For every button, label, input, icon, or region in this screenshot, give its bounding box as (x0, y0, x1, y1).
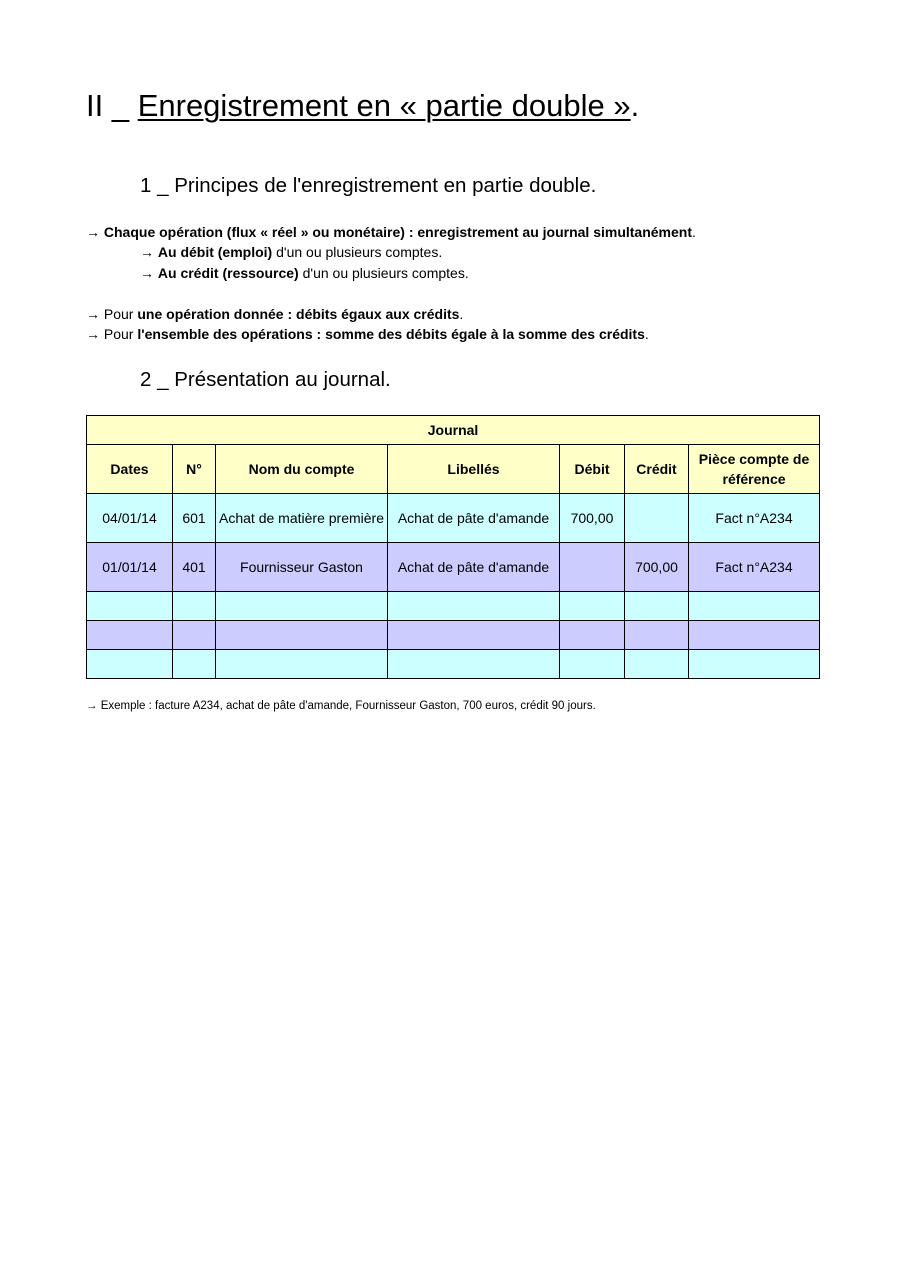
page-title (86, 88, 639, 124)
empty-cell (625, 592, 689, 621)
cell-credit: 700,00 (625, 543, 689, 592)
line-4-rest: . (459, 306, 464, 322)
line-3-arrow: → (140, 265, 158, 281)
line-3-rest: d'un ou plusieurs comptes. (298, 265, 469, 281)
example-note: → Exemple : facture A234, achat de pâte d'amande, Fournisseur Gaston, 700 euros, crédit 90 jours. (86, 700, 596, 712)
empty-cell (216, 621, 388, 650)
empty-row (87, 592, 820, 621)
empty-cell (173, 592, 216, 621)
title-underlined: Enregistrement en « partie double » (137, 88, 631, 123)
line-5-bold: l'ensemble des opérations : somme des débits égale à la somme des crédits (137, 326, 645, 342)
empty-cell (560, 592, 625, 621)
title-prefix: II _ (86, 88, 138, 123)
col-header-debit: Débit (560, 445, 625, 494)
journal-title-row (87, 416, 820, 445)
col-header-libelles: Libellés (388, 445, 560, 494)
empty-cell (689, 621, 820, 650)
principle-line-1 (86, 224, 696, 240)
cell-credit (625, 494, 689, 543)
empty-cell (689, 592, 820, 621)
section-1-heading: 1 _ Principes de l'enregistrement en partie double. (140, 174, 597, 197)
line-1-rest: . (692, 224, 696, 240)
line-3-bold: Au crédit (ressource) (157, 265, 299, 281)
line-2-arrow: → (140, 244, 158, 260)
col-header-credit: Crédit (625, 445, 689, 494)
empty-cell (87, 650, 173, 679)
cell-num: 601 (173, 494, 216, 543)
cell-num: 401 (173, 543, 216, 592)
empty-cell (560, 621, 625, 650)
table-row (87, 543, 820, 592)
empty-cell (87, 592, 173, 621)
empty-cell (689, 650, 820, 679)
line-5-rest: . (644, 326, 649, 342)
col-header-dates: Dates (87, 445, 173, 494)
empty-cell (173, 650, 216, 679)
journal-title: Journal (87, 416, 820, 445)
col-header-compte: Nom du compte (216, 445, 388, 494)
principle-line-4 (86, 306, 463, 322)
line-1-arrow: → (86, 224, 104, 240)
journal-table (86, 415, 820, 679)
line-2-rest: d'un ou plusieurs comptes. (272, 244, 443, 260)
empty-cell (625, 621, 689, 650)
empty-row (87, 621, 820, 650)
empty-cell (87, 621, 173, 650)
line-4-arrow: → Pour (86, 306, 138, 322)
cell-piece: Fact n°A234 (689, 543, 820, 592)
table-row (87, 494, 820, 543)
line-4-bold: une opération donnée : débits égaux aux crédits (137, 306, 460, 322)
empty-cell (173, 621, 216, 650)
line-2-bold: Au débit (emploi) (157, 244, 273, 260)
cell-libelle: Achat de pâte d'amande (388, 494, 560, 543)
empty-cell (560, 650, 625, 679)
empty-cell (388, 650, 560, 679)
cell-debit: 700,00 (560, 494, 625, 543)
empty-cell (625, 650, 689, 679)
empty-cell (216, 650, 388, 679)
line-1-bold: Chaque opération (flux « réel » ou monétaire) : enregistrement au journal simultanément (103, 224, 693, 240)
cell-debit (560, 543, 625, 592)
title-suffix: . (630, 88, 640, 123)
empty-cell (216, 592, 388, 621)
cell-libelle: Achat de pâte d'amande (388, 543, 560, 592)
principle-line-5 (86, 326, 649, 342)
cell-piece: Fact n°A234 (689, 494, 820, 543)
empty-cell (388, 592, 560, 621)
line-5-arrow: → Pour (86, 326, 138, 342)
cell-date: 04/01/14 (87, 494, 173, 543)
col-header-num: N° (173, 445, 216, 494)
cell-compte: Fournisseur Gaston (216, 543, 388, 592)
empty-cell (388, 621, 560, 650)
principle-line-3 (140, 265, 469, 281)
section-2-heading: 2 _ Présentation au journal. (140, 368, 391, 391)
cell-compte: Achat de matière première (216, 494, 388, 543)
cell-date: 01/01/14 (87, 543, 173, 592)
empty-row (87, 650, 820, 679)
col-header-piece: Pièce compte de référence (689, 445, 820, 494)
journal-header-row (87, 445, 820, 494)
principle-line-2 (140, 244, 442, 260)
